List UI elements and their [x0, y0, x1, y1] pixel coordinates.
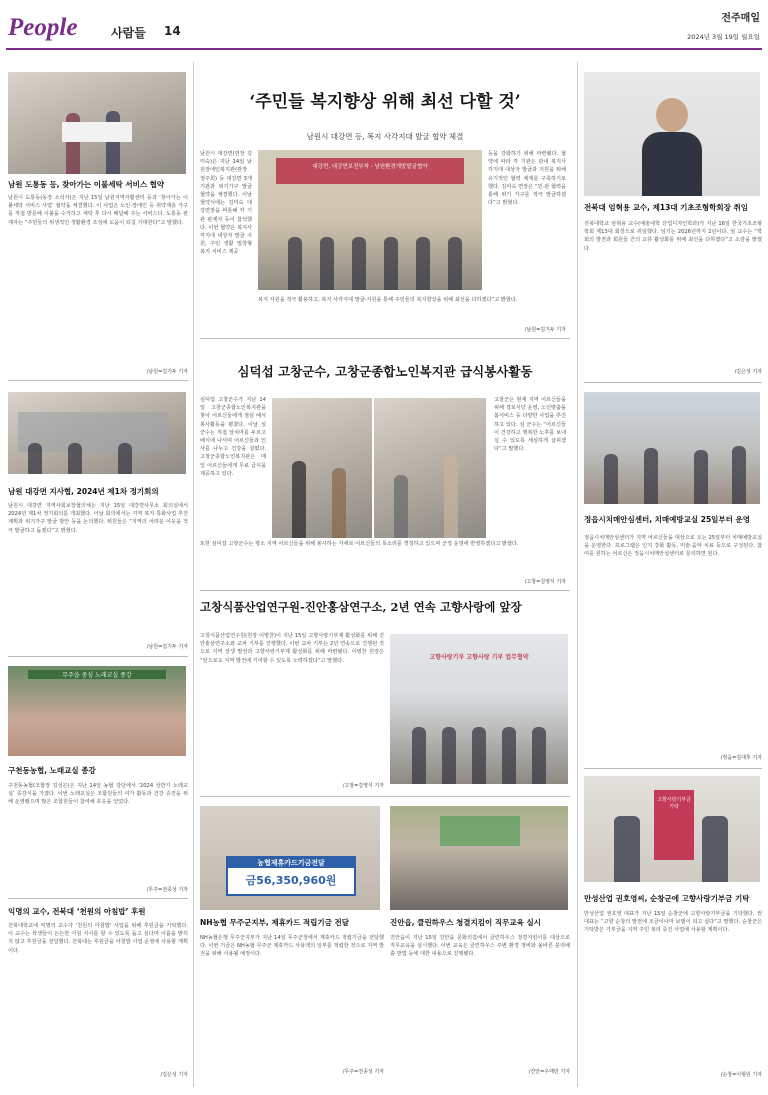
- credit-nh-fund: /무주=전종성 기자: [342, 1069, 384, 1075]
- photo-daegang-meeting: [8, 392, 186, 474]
- subhead-main: 남원시 대강면 등, 복지 사각지대 발굴 협약 체결: [306, 132, 464, 141]
- credit-gucheondong: /무주=전종성 기자: [146, 887, 188, 893]
- body-gochang-meal-col2: 고창군은 현재 지역 어르신들을 위해 경로식당 운영, 노인맞춤돌봄서비스 등 다양한 사업을 추진하고 있다. 심 군수는 “어르신들이 건강하고 행복한 노후를 보내실 수 있도록 세심하게 살피겠다”고 말했다.: [494, 397, 566, 453]
- headline-jinan-training: 진안읍, 클린하우스 청결지킴이 직무교육 실시: [390, 918, 541, 927]
- credit-jeongeup: /정읍=김대후 기자: [720, 755, 762, 761]
- headline-jbnu-breakfast: 익명의 교수, 전북대 ‘천원의 아침밥’ 후원: [8, 907, 146, 916]
- credit-gochang-hometown: /고창=김영식 기자: [342, 783, 384, 789]
- check-board: [226, 856, 356, 896]
- credit-eom: /김은성 기자: [734, 369, 762, 375]
- photo-eom-professor: [584, 72, 760, 196]
- photo-nh-fund: [200, 806, 380, 910]
- credit-dotong: /남원=김기두 기자: [146, 369, 188, 375]
- headline-eom: 전북대 엄혁용 교수, 제13대 기초조형학회장 취임: [584, 203, 748, 212]
- headline-daegang-meeting: 남원 대강면 지사협, 2024년 제1차 정기회의: [8, 487, 159, 496]
- body-daegang-meeting: 남원시 대강면 지역사회보장협의체는 지난 15일 대강면사무소 회의실에서 2024년 제1차 정기회의를 개최했다. 이날 회의에서는 지역 복지 특화사업 추진 계획과 위기가구 발굴 방안 등을 논의했다. 위원들은 “지역의 어려운 이웃을 적극 발굴하고 돕겠다”고 밝혔다.: [8, 503, 188, 534]
- headline-jeongeup: 정읍시치매안심센터, 치매예방교실 25일부터 운영: [584, 515, 751, 524]
- page-number: 14: [164, 24, 181, 38]
- body-main-col3: 복지 자원을 적극 활용하고, 복지 사각지대 발굴·지원을 통해 주민들의 복지향상을 위해 최선을 다하겠다”고 밝혔다.: [258, 297, 518, 303]
- photo-sunchang-donation: [584, 776, 760, 882]
- headline-dotong: 남원 도통동 등, 찾아가는 이불세탁 서비스 협약: [8, 180, 165, 189]
- body-gochang-meal-col1: 심덕섭 고창군수가 지난 14일 고창군종합노인복지관을 찾아 어르신들에게 점심 배식 봉사활동을 펼쳤다. 이날 심 군수는 직접 앞치마를 두르고 배식에 나서며 어르신들과 인사를 나누고 건강을 살폈다. 고창군종합노인복지관은 매일 어르신들에게 무료 급식을 제공하고 있다.: [200, 397, 266, 477]
- headline-sunchang: 만성산업 권호영씨, 순창군에 고향사랑기부금 기탁: [584, 894, 750, 903]
- body-eom: 전북대학교 엄혁용 교수(예술대학 산업디자인학과)가 지난 16일 한국기초조형학회 제13대 회장으로 취임했다. 임기는 2026년까지 2년이다. 엄 교수는 “학회의 발전과 회원들 간의 교류 활성화를 위해 최선을 다하겠다”고 소감을 밝혔다.: [584, 221, 762, 252]
- body-dotong: 남원시 도통동(동장 소석자)은 지난 15일 남원지역자활센터 등과 ‘찾아가는 이불세탁 서비스 사업’ 협약을 체결했다. 이 사업은 노인·장애인 등 취약계층 가구를 직접 방문해 이불을 수거하고 세탁 후 다시 배달해 주는 서비스다. 도통동 관계자는 “주민들의 위생적인 생활환경 조성에 도움이 되길 기대한다”고 말했다.: [8, 195, 188, 226]
- photo-jeongeup-dementia: [584, 392, 760, 504]
- body-jbnu-breakfast: 전북대학교에 익명의 교수가 ‘천원의 아침밥’ 사업을 위해 후원금을 기탁했다. 이 교수는 학생들이 든든한 아침 식사를 할 수 있도록 돕고 싶다며 이름을 밝히지 않고 후원금을 전달했다. 전북대는 후원금을 아침밥 사업 운영에 사용할 계획이다.: [8, 923, 188, 954]
- body-jeongeup: 정읍시치매안심센터가 지역 어르신들을 대상으로 오는 25일부터 치매예방교실을 운영한다. 프로그램은 인지 강화 활동, 미술·음악 치료 등으로 구성된다. 참여를 원하는 어르신은 정읍시치매안심센터로 문의하면 된다.: [584, 535, 762, 558]
- headline-gucheondong: 구천동농협, 노래교실 종강: [8, 766, 96, 775]
- credit-sunchang: /순창=이형원 기자: [720, 1072, 762, 1078]
- section-subtitle: 사람들: [111, 26, 146, 40]
- photo-gochang-meal-2: [374, 398, 486, 538]
- photo-gochang-meal-1: [272, 398, 372, 538]
- credit-jbnu-breakfast: /김은성 기자: [160, 1072, 188, 1078]
- body-main-col1: 남원시 대강면(면장 김미숙)은 지난 14일 남원장애인복지관(관장 정주희) 등 대강면 3개 기관과 위기가구 발굴 협약을 체결했다. 이날 협약식에는 김미숙 대강면장을 비롯해 각 기관 관계자 등이 참석했다. 이번 협약은 복지사각지대 대상자 발굴 지원, 주민 생활 밀착형 복지 서비스 제공: [200, 151, 252, 256]
- photo-gochang-hometown: [390, 634, 568, 784]
- body-sunchang: 만성산업 권호영 대표가 지난 15일 순창군에 고향사랑기부금을 기탁했다. 권 대표는 “고향 순창의 발전에 조금이나마 보탬이 되고 싶다”고 말했다. 순창군은 기탁받은 기부금을 지역 주민 복리 증진 사업에 사용할 계획이다.: [584, 911, 762, 934]
- banner-gucheondong: 무주읍 중심 노래교실 종강: [28, 670, 166, 679]
- check-amount: 금56,350,960원: [245, 874, 337, 887]
- body-nh-fund: NH농협은행 무주군지부가 지난 14일 무주군청에서 제휴카드 적립기금을 전달했다. 이번 기금은 NH농협 무주군 제휴카드 사용액의 일부를 적립한 것으로 지역 발전을 위해 사용될 예정이다.: [200, 935, 384, 958]
- banner-sunchang: 고향사랑기부금 기탁: [657, 797, 691, 810]
- headline-nh-fund: NH농협 무주군지부, 제휴카드 적립기금 전달: [200, 918, 350, 927]
- headline-gochang-hometown: 고창식품산업연구원-진안홍삼연구소, 2년 연속 고향사랑에 앞장: [200, 600, 522, 614]
- body-gucheondong: 구천동농협(조합장 김성곤)은 지난 14일 농협 강당에서 ‘2024 상반기 노래교실’ 종강식을 가졌다. 이번 노래교실은 조합원들의 여가 활동과 건강 증진을 위해 운영됐으며 많은 조합원들이 참여해 호응을 얻었다.: [8, 783, 188, 806]
- section-title: People: [8, 14, 78, 41]
- credit-daegang-meeting: /남원=김기두 기자: [146, 644, 188, 650]
- photo-gucheondong-singing: [8, 666, 186, 756]
- body-gochang-hometown: 고창식품산업연구원(원장 이병찬)이 지난 15일 고향사랑기부제 활성화를 위해 진안홍삼연구소와 교차 기부를 진행했다. 이번 교차 기부는 2년 연속으로 진행된 것으로 지역 상생 발전과 고향사랑기부제 활성화를 위해 마련됐다. 이병찬 원장은 “앞으로도 지역 발전에 기여할 수 있도록 노력하겠다”고 말했다.: [200, 633, 384, 664]
- headline-gochang-meal: 심덕섭 고창군수, 고창군종합노인복지관 급식봉사활동: [237, 364, 533, 379]
- headline-main: ‘주민들 복지향상 위해 최선 다할 것’: [249, 92, 521, 112]
- body-main-col2: 등을 강화하기 위해 마련됐다. 협약에 따라 각 기관은 관내 복지사각지대 대상자 발굴과 지원을 위해 유기적인 협력 체계를 구축하기로 했다. 김미숙 면장은 “민·관 협력을 통해 위기 가구를 적극 발굴하겠다”고 밝혔다.: [488, 151, 566, 207]
- issue-date: 2024년 3월 19일 월요일: [687, 33, 760, 41]
- credit-main: /남원=김기두 기자: [524, 327, 566, 333]
- header-rule: [6, 48, 762, 50]
- banner-gochang-hometown: 고향사랑기부 고향사랑 기부 업무협약: [429, 654, 529, 661]
- banner-main: 대강면, 대강면보전부착 - 남원환경개발발굴협약: [312, 164, 428, 170]
- photo-main-ceremony: [258, 150, 482, 290]
- check-label: 농협제휴카드기금전달: [228, 858, 354, 868]
- body-jinan-training: 진안읍이 지난 15일 진안읍 문화의집에서 클린하우스 청결지킴이를 대상으로 직무교육을 실시했다. 이번 교육은 클린하우스 주변 환경 정비와 올바른 분리배출 방법 등에 대한 내용으로 진행됐다.: [390, 935, 570, 958]
- photo-dotong-signing: [8, 72, 186, 174]
- body-gochang-meal-bottom: 또한 심덕섭 고창군수는 평소 지역 어르신들을 위해 봉사하는 자세로 어르신들의 목소리를 경청하고 있으며 군정 운영에 반영하겠다고 밝혔다.: [200, 541, 519, 547]
- photo-jinan-training: [390, 806, 568, 910]
- paper-name: 전주매일: [721, 13, 760, 24]
- credit-jinan-training: /진안=우태만 기자: [528, 1069, 570, 1075]
- credit-gochang-meal: /고창=김영식 기자: [524, 579, 566, 585]
